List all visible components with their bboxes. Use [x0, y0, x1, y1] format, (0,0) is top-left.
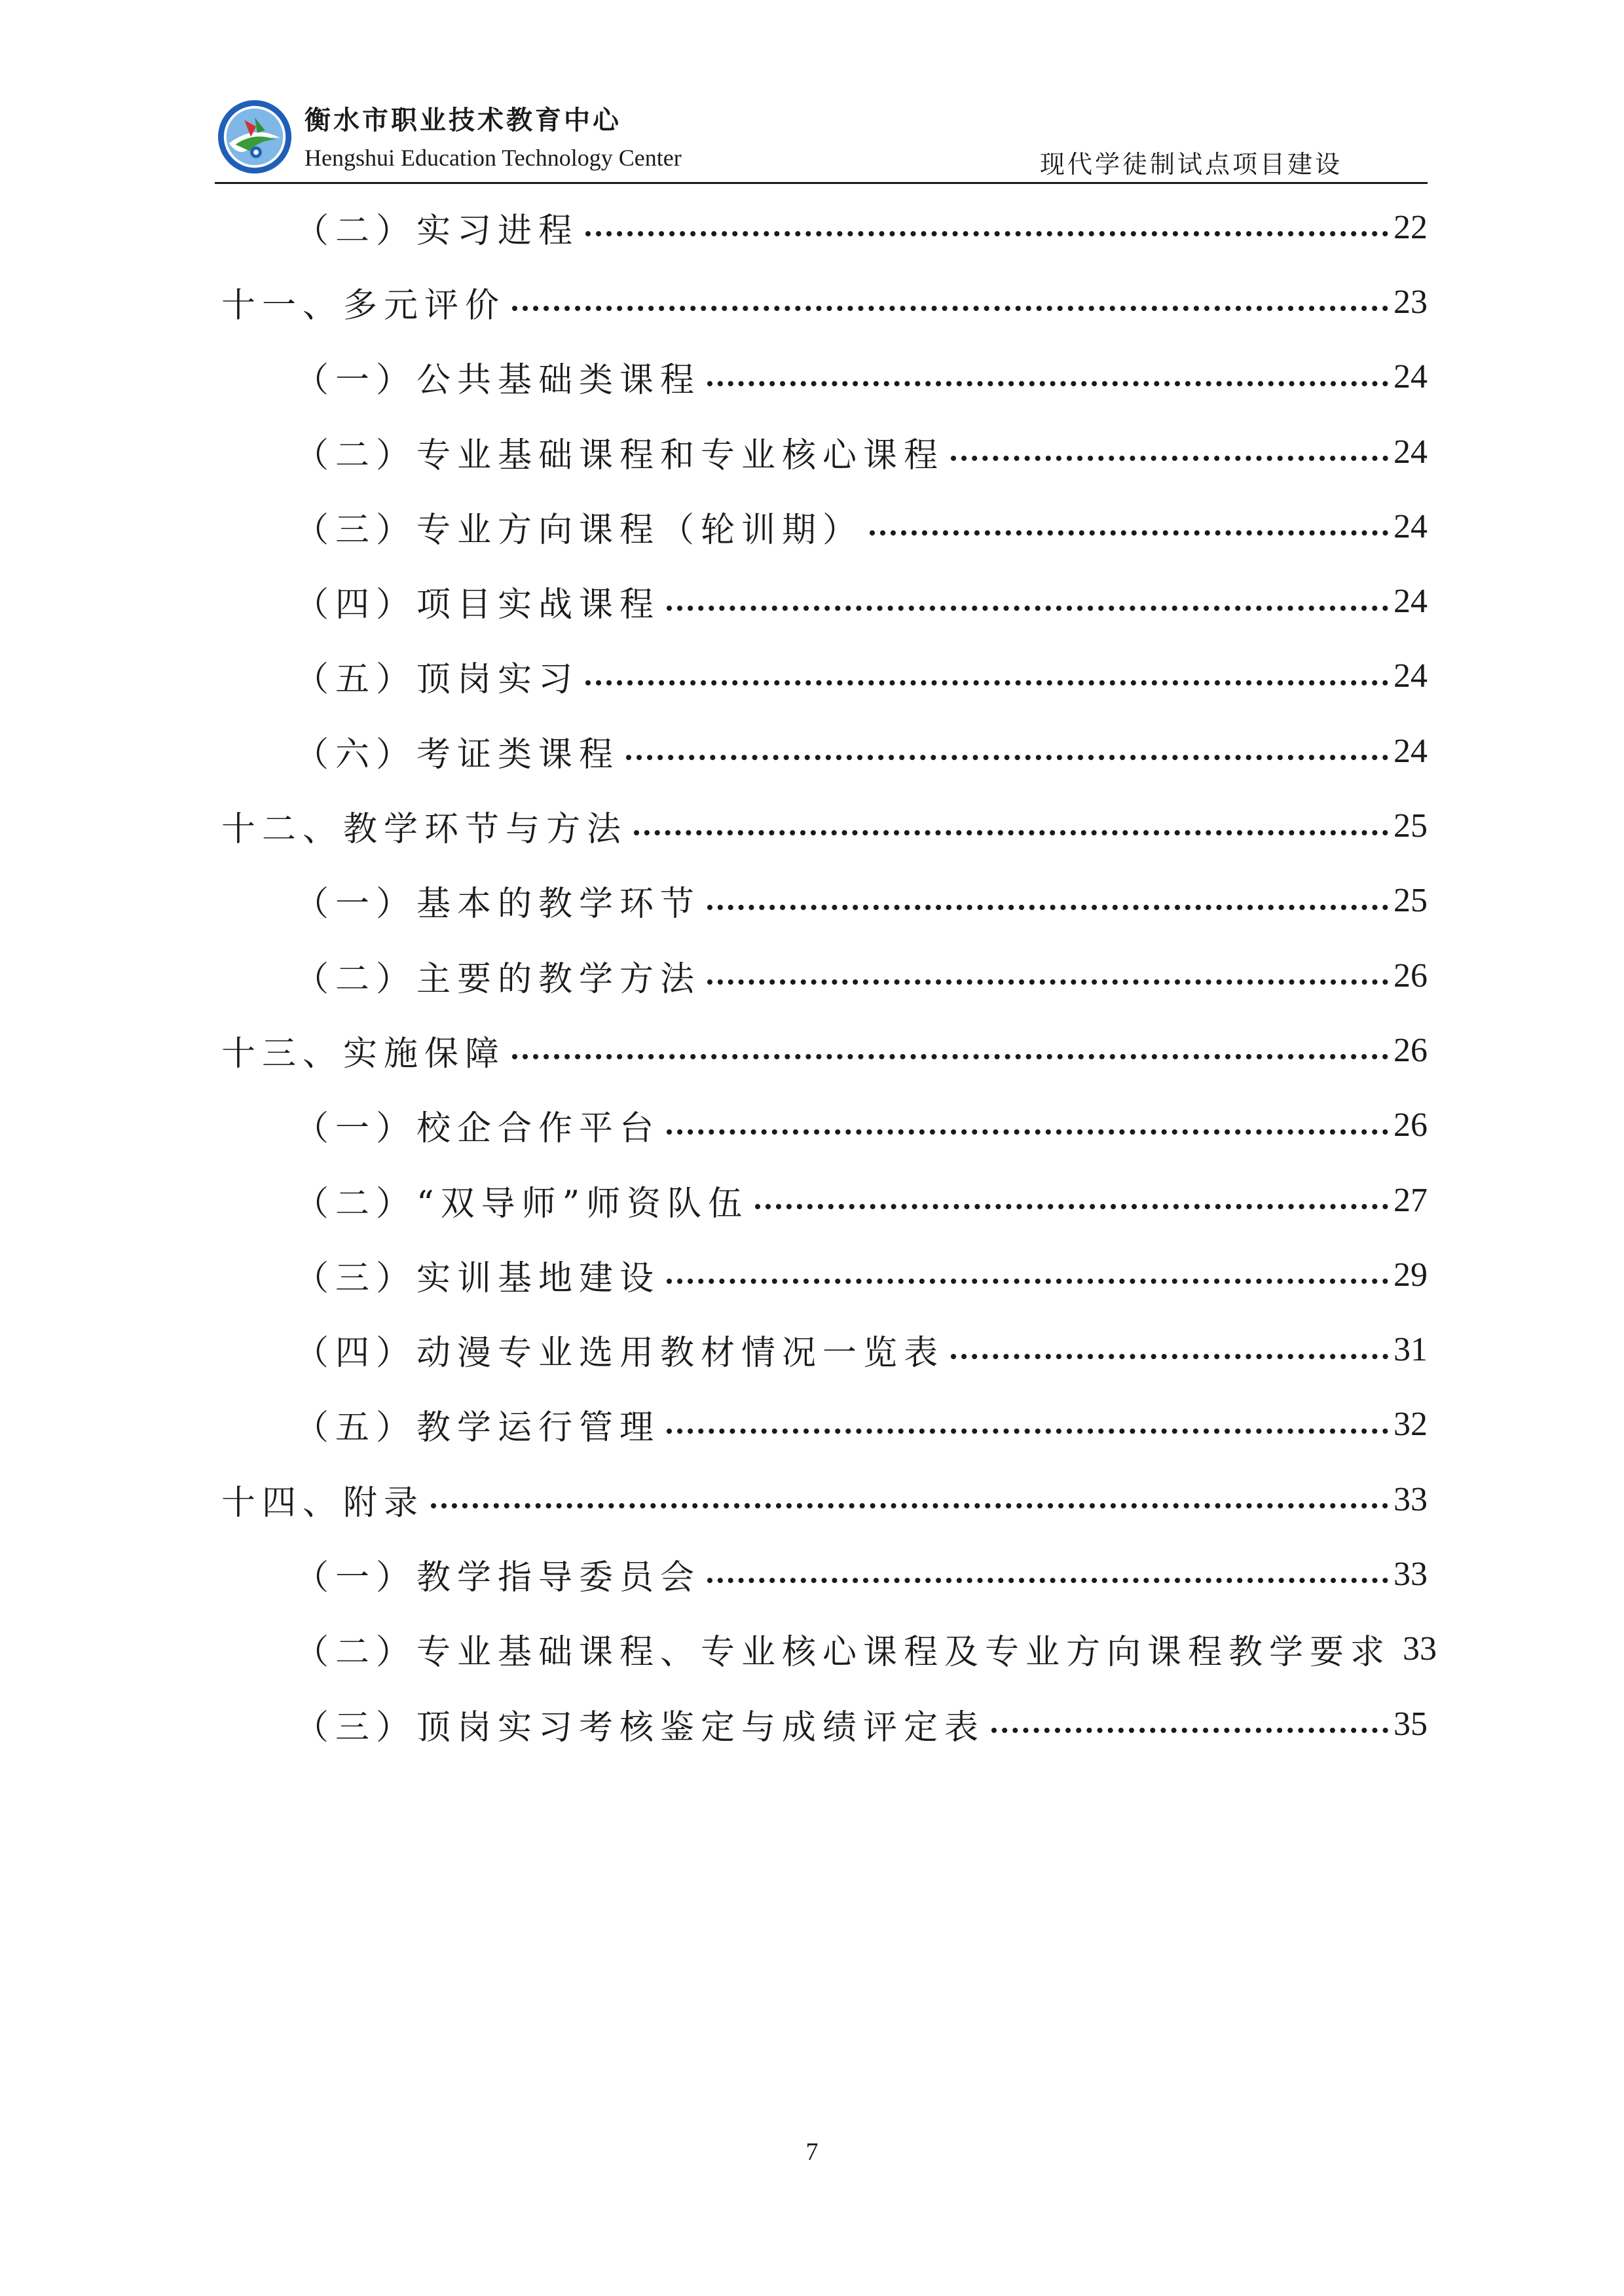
toc-entry-page: 24	[1393, 433, 1428, 471]
page-header	[216, 92, 1428, 183]
toc-entry-title: （四）动漫专业选用教材情况一览表	[295, 1334, 945, 1374]
toc-entry-title: （四）项目实战课程	[295, 585, 661, 625]
toc-dot-leader	[707, 1578, 1388, 1583]
toc-entry-title: （五）教学运行管理	[295, 1408, 661, 1448]
toc-entry-page: 35	[1393, 1705, 1428, 1743]
toc-entry-title: （二）主要的教学方法	[295, 959, 701, 999]
toc-dot-leader	[585, 231, 1388, 236]
toc-entry-page: 25	[1393, 807, 1428, 845]
toc-entry-title: （二）实习进程	[295, 211, 580, 251]
toc-entry[interactable]	[221, 564, 1428, 638]
toc-entry-title: 十一、多元评价	[221, 285, 506, 325]
toc-entry[interactable]	[221, 1612, 1437, 1686]
toc-entry[interactable]	[221, 264, 1428, 339]
toc-entry[interactable]	[221, 1163, 1428, 1237]
toc-dot-leader	[585, 680, 1388, 685]
toc-entry-page: 33	[1393, 1555, 1428, 1593]
toc-entry-page: 25	[1393, 882, 1428, 920]
toc-entry-title: （五）顶岗实习	[295, 660, 580, 700]
toc-entry-page: 33	[1393, 1480, 1428, 1518]
toc-dot-leader	[667, 1279, 1388, 1284]
toc-entry-page: 24	[1393, 507, 1428, 545]
toc-entry-title: （二）专业基础课程和专业核心课程	[295, 435, 945, 475]
toc-dot-leader	[431, 1503, 1388, 1508]
toc-dot-leader	[707, 979, 1388, 985]
toc-dot-leader	[667, 606, 1388, 611]
toc-dot-leader	[870, 530, 1388, 536]
toc-dot-leader	[991, 1728, 1388, 1733]
toc-entry-title: （六）考证类课程	[295, 735, 620, 774]
toc-dot-leader	[707, 905, 1388, 910]
toc-entry-page: 26	[1393, 1106, 1428, 1144]
toc-entry-title: （一）教学指导委员会	[295, 1558, 701, 1597]
toc-entry-page: 24	[1393, 358, 1428, 396]
toc-entry-page: 24	[1393, 657, 1428, 695]
toc-entry[interactable]	[221, 714, 1428, 788]
toc-entry-title: 十二、教学环节与方法	[221, 810, 628, 850]
table-of-contents	[221, 190, 1437, 1761]
toc-entry-page: 26	[1393, 1031, 1428, 1069]
toc-entry-page: 27	[1393, 1181, 1428, 1219]
toc-entry-page: 29	[1393, 1256, 1428, 1294]
toc-entry[interactable]	[221, 639, 1428, 714]
page-number: 7	[805, 2138, 819, 2166]
toc-entry-title: 十四、附录	[221, 1483, 425, 1523]
toc-dot-leader	[755, 1204, 1388, 1209]
toc-entry[interactable]	[221, 1013, 1428, 1087]
toc-dot-leader	[951, 1354, 1388, 1359]
toc-entry-title: （二）“双导师”师资队伍	[295, 1184, 749, 1224]
toc-entry-title: （二）专业基础课程、专业核心课程及专业方向课程教学要求	[295, 1633, 1392, 1673]
toc-entry-page: 26	[1393, 957, 1428, 994]
org-name-cn: 衡水市职业技术教育中心	[304, 105, 621, 136]
toc-dot-leader	[667, 1129, 1388, 1135]
toc-entry-title: （一）公共基础类课程	[295, 361, 701, 401]
toc-dot-leader	[667, 1429, 1388, 1434]
toc-entry-page: 31	[1393, 1331, 1428, 1369]
toc-entry[interactable]	[221, 1312, 1428, 1387]
toc-entry-page: 32	[1393, 1406, 1428, 1444]
toc-entry[interactable]	[221, 864, 1428, 938]
toc-dot-leader	[626, 755, 1388, 760]
school-emblem-icon	[216, 98, 293, 175]
toc-entry-title: 十三、实施保障	[221, 1034, 506, 1074]
toc-dot-leader	[512, 1054, 1388, 1059]
toc-entry[interactable]	[221, 414, 1428, 489]
toc-dot-leader	[707, 381, 1388, 386]
toc-entry[interactable]	[221, 1237, 1428, 1312]
toc-dot-leader	[512, 306, 1388, 311]
toc-entry-title: （三）实训基地建设	[295, 1258, 661, 1298]
toc-entry[interactable]	[221, 938, 1428, 1013]
toc-entry-page: 24	[1393, 732, 1428, 770]
toc-entry-page: 22	[1393, 208, 1428, 246]
toc-entry-title: （三）顶岗实习考核鉴定与成绩评定表	[295, 1707, 986, 1747]
toc-entry[interactable]	[221, 190, 1428, 264]
toc-entry-title: （一）基本的教学环节	[295, 884, 701, 924]
toc-entry-title: （一）校企合作平台	[295, 1109, 661, 1149]
toc-dot-leader	[951, 456, 1388, 461]
toc-entry[interactable]	[221, 1462, 1428, 1537]
header-divider	[215, 182, 1428, 184]
toc-entry[interactable]	[221, 1088, 1428, 1163]
toc-entry-title: （三）专业方向课程（轮训期）	[295, 510, 864, 550]
toc-entry[interactable]	[221, 1686, 1428, 1761]
toc-entry[interactable]	[221, 340, 1428, 414]
toc-dot-leader	[634, 830, 1388, 835]
org-name-en: Hengshui Education Technology Center	[304, 145, 682, 171]
toc-entry[interactable]	[221, 788, 1428, 863]
toc-entry[interactable]	[221, 1537, 1428, 1611]
toc-entry-page: 24	[1393, 583, 1428, 621]
project-title: 现代学徒制试点项目建设	[1039, 150, 1342, 179]
toc-entry-page: 23	[1393, 283, 1428, 321]
toc-entry[interactable]	[221, 489, 1428, 564]
toc-entry[interactable]	[221, 1387, 1428, 1462]
toc-entry-page: 33	[1403, 1630, 1437, 1668]
